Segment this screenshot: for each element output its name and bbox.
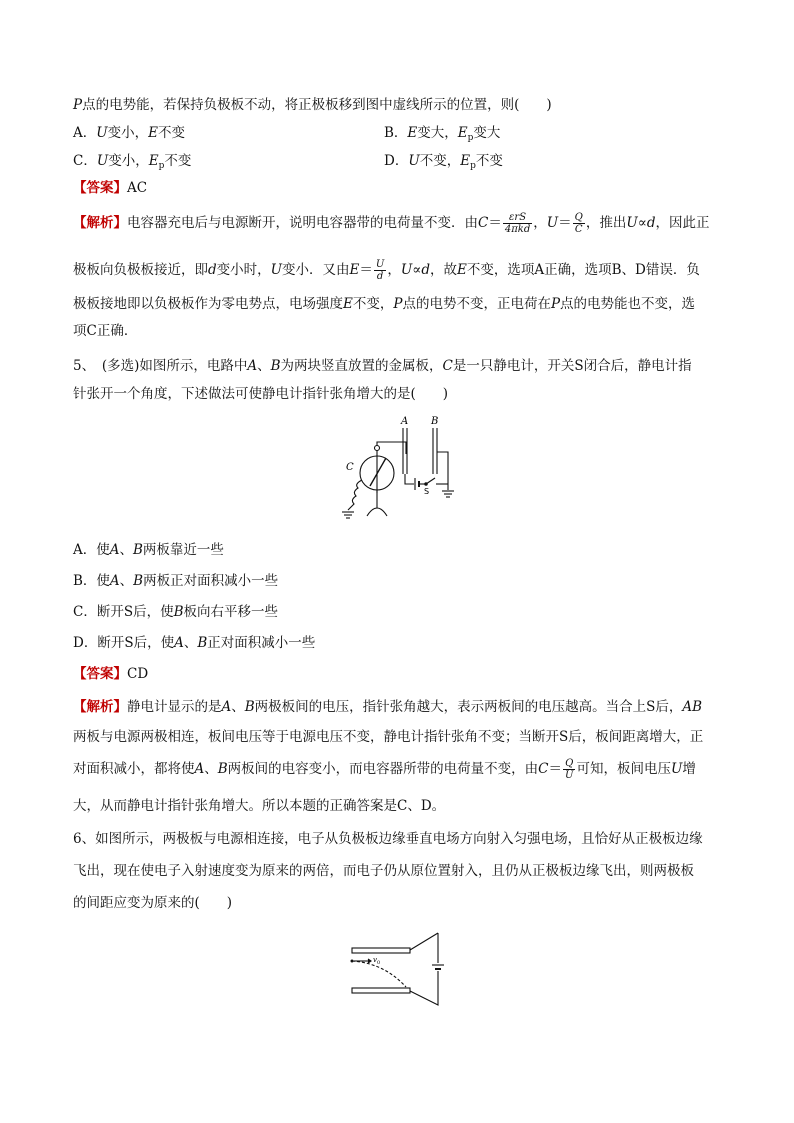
q5-circuit-figure (336, 414, 466, 524)
analysis-tag: 【解析】 (73, 215, 127, 231)
formula-capacitance-qu: $\frac{Q}{U}$ (565, 758, 574, 781)
q4-analysis-line1: 【解析】电容器充电后与电源断开，说明电容器带的电荷量不变．由C＝ $\frac{\text{εrS}}{\text{4πkd}}$ ，U＝ $\frac{Q}{C}$ ，推出U∝d，因此正 (73, 212, 710, 235)
q5-option-d: D．断开S后，使A、B正对面积减小一些 (73, 635, 316, 651)
fig-label-B: B (431, 416, 439, 427)
q6-stem-line3: 的间距应变为原来的( ) (73, 895, 233, 911)
q4-analysis-line4: 项C正确． (73, 323, 138, 339)
q5-answer: 【答案】CD (73, 666, 149, 682)
q5-option-b: B．使A、B两板正对面积减小一些 (73, 573, 279, 589)
fig-label-v0-sub: 0 (377, 960, 381, 966)
q4-option-a: A．U变小，E不变 (73, 125, 185, 141)
fig-label-C: C (346, 462, 354, 473)
q5-analysis-line2: 两板与电源两极相连，板间电压等于电源电压不变，静电计指针张角不变；当断开S后，板间距离增大，正 (73, 729, 704, 745)
q5-option-a: A．使A、B两板靠近一些 (73, 542, 224, 558)
symbol-P: P (73, 97, 83, 113)
q4-stem: P点的电势能，若保持负极板不动，将正极板移到图中虚线所示的位置，则( ) (73, 97, 552, 113)
fig-label-v0: v (373, 956, 377, 964)
formula-field: $\frac{U}{d}$ (375, 259, 385, 282)
answer-tag: 【答案】 (73, 180, 127, 196)
analysis-tag: 【解析】 (73, 699, 127, 715)
formula-voltage: $\frac{Q}{C}$ (574, 212, 583, 235)
answer-tag: 【答案】 (73, 666, 127, 682)
electron-dot (351, 960, 354, 963)
formula-capacitance: $\frac{\text{εrS}}{\text{4πkd}}$ (504, 212, 531, 235)
q4-analysis-line2: 极板向负极板接近，即d变小时，U变小．又由E＝ $\frac{U}{d}$ ，U∝d，故E不变，选项A正确，选项B、D错误．负 (73, 259, 700, 282)
q6-stem-line1: 6、如图所示，两极板与电源相连接，电子从负极板边缘垂直电场方向射入匀强电场，且恰好从正极板边缘 (73, 831, 703, 847)
q4-analysis-line3: 极板接地即以负极板作为零电势点，电场强度E不变，P点的电势不变，正电荷在P点的电势能也不变，选 (73, 296, 696, 312)
q4-answer: 【答案】AC (73, 180, 148, 196)
q4-option-d: D．U不变，$E_p$不变 (384, 153, 503, 171)
fig-label-S: S (424, 487, 430, 496)
q4-option-c: C．U变小，$E_p$不变 (73, 153, 192, 171)
fig-label-A: A (401, 416, 409, 427)
q5-analysis-line4: 大，从而静电计指针张角增大。所以本题的正确答案是C、D。 (73, 798, 446, 814)
q5-analysis-line1: 【解析】静电计显示的是A、B两极板间的电压，指针张角越大，表示两板间的电压越高。当合上S后，AB (73, 699, 703, 715)
q4-option-b: B．E变大，$E_p$变大 (384, 125, 501, 143)
q5-stem-line1: 5、 (多选)如图所示，电路中A、B为两块竖直放置的金属板，C是一只静电计，开关S闭合后，静电计指 (73, 358, 692, 374)
q5-stem-line2: 针张开一个角度，下述做法可使静电计指针张角增大的是( ) (73, 386, 449, 402)
q5-analysis-line3: 对面积减小，都将使A、B两板间的电容变小，而电容器所带的电荷量不变，由C＝ $\frac{Q}{U}$ 可知，板间电压U增 (73, 758, 696, 781)
q6-plates-figure (344, 925, 454, 1015)
q6-stem-line2: 飞出，现在使电子入射速度变为原来的两倍，而电子仍从原位置射入，且仍从正极板边缘飞出，则两极板 (73, 863, 694, 879)
q5-option-c: C．断开S后，使B板向右平移一些 (73, 604, 278, 620)
